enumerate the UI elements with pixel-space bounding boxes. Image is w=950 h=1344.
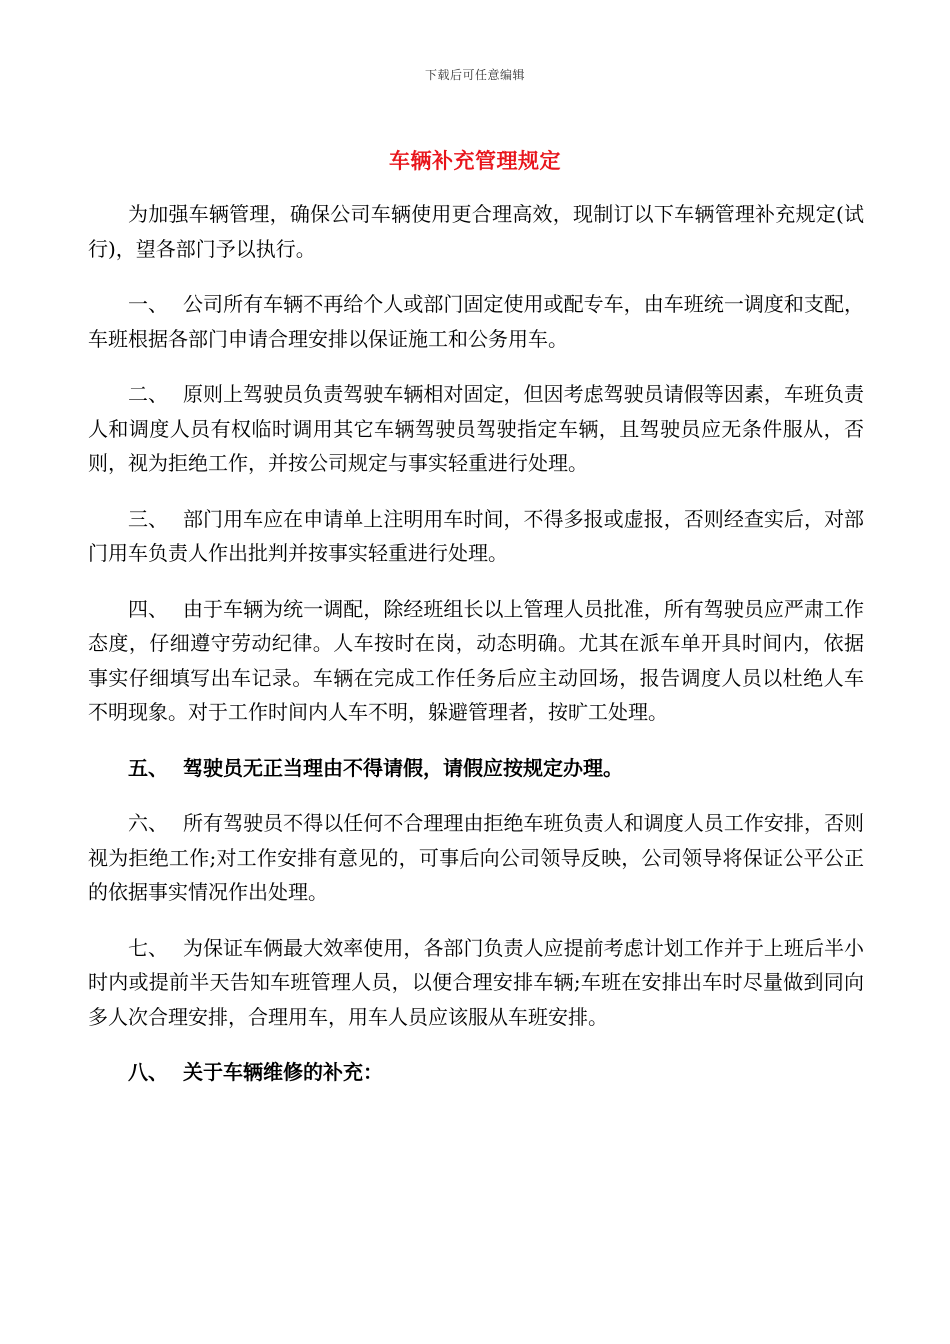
clause-number: 六、: [128, 811, 168, 835]
clause-number: 七、: [128, 935, 168, 960]
clause-number: 五、: [128, 755, 168, 780]
clause-6: [88, 806, 864, 910]
clause-1: [88, 287, 864, 356]
document-body: [88, 197, 864, 1111]
clause-text: 原则上驾驶员负责驾驶车辆相对固定，但因考虑驾驶员请假等因素，车班负责人和调度人员有权临时调用其它车辆驾驶员驾驶指定车辆，且驾驶员应无条件服从，否则，视为拒绝工作，并按公司规定与事实轻重进行处理。: [88, 382, 864, 475]
intro-paragraph: 为加强车辆管理，确保公司车辆使用更合理高效，现制订以下车辆管理补充规定(试行)，望各部门予以执行。: [88, 202, 864, 261]
clause-7: [88, 931, 864, 1035]
clause-text: 由于车辆为统一调配，除经班组长以上管理人员批准，所有驾驶员应严肃工作态度，仔细遵守劳动纪律。人车按时在岗，动态明确。尤其在派车单开具时间内，依据事实仔细填写出车记录。车辆在完成工作任务后应主动回场，报告调度人员以杜绝人车不明现象。对于工作时间内人车不明，躲避管理者，按旷工处理。: [88, 596, 864, 724]
clause-text: 公司所有车辆不再给个人或部门固定使用或配专车，由车班统一调度和支配，车班根据各部门申请合理安排以保证施工和公务用车。: [88, 292, 864, 351]
clause-3: [88, 502, 864, 571]
clause-number: 三、: [128, 506, 168, 531]
clause-number: 二、: [128, 382, 168, 406]
clause-2: [88, 377, 864, 481]
clause-number: 一、: [128, 292, 168, 316]
clause-5: [88, 751, 864, 786]
clause-text: 所有驾驶员不得以任何不合理理由拒绝车班负责人和调度人员工作安排，否则视为拒绝工作;对工作安排有意见的，可事后向公司领导反映，公司领导将保证公平公正的依据事实情况作出处理。: [88, 811, 864, 904]
document-title: 车辆补充管理规定: [389, 148, 561, 173]
clause-text: 驾驶员无正当理由不得请假，请假应按规定办理。: [183, 755, 623, 780]
clause-4: [88, 592, 864, 730]
header-note: 下载后可任意编辑: [424, 68, 525, 82]
clause-8: [88, 1055, 864, 1090]
clause-text: 关于车辆维修的补充：: [183, 1060, 383, 1084]
clause-number: 四、: [128, 596, 168, 621]
clause-text: 为保证车俩最大效率使用，各部门负责人应提前考虑计划工作并于上班后半小时内或提前半天告知车班管理人员，以便合理安排车辆;车班在安排出车时尽量做到同向多人次合理安排，合理用车，用车人员应该服从车班安排。: [88, 935, 864, 1029]
clause-text: 部门用车应在申请单上注明用车时间，不得多报或虚报，否则经查实后，对部门用车负责人作出批判并按事实轻重进行处理。: [88, 506, 864, 565]
clause-number: 八、: [128, 1060, 168, 1084]
